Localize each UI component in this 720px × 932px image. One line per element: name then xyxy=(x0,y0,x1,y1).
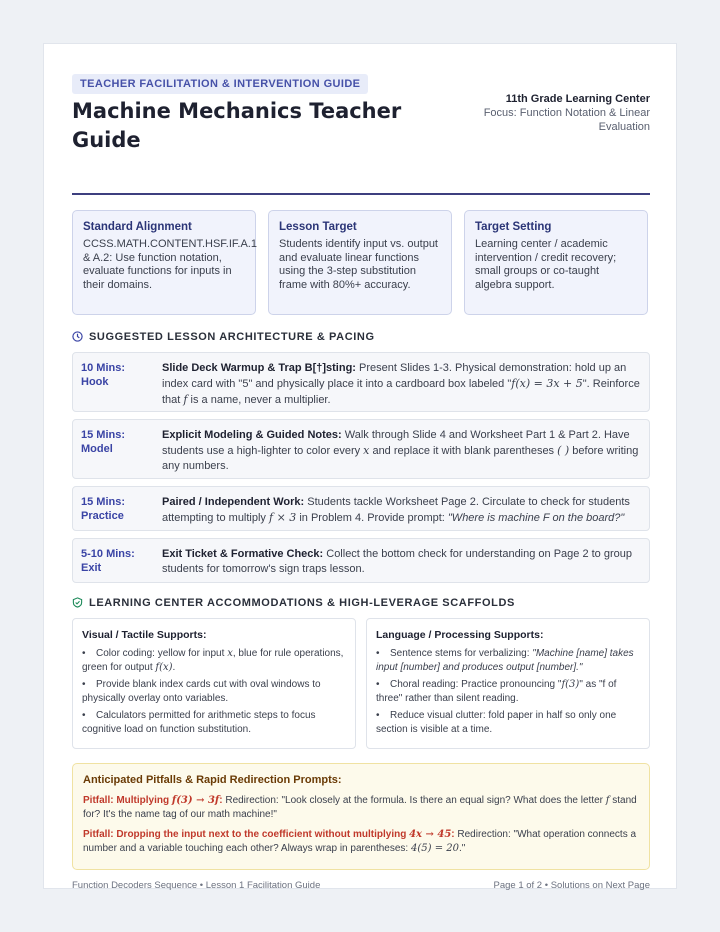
list-item: • Calculators permitted for arithmetic steps to focus cognitive load on function substitution. xyxy=(82,710,316,735)
pacing-description xyxy=(162,495,642,526)
math-expression: x xyxy=(363,444,370,457)
desc-text: in Problem 4. Provide prompt: xyxy=(296,512,448,524)
pacing-time: 10 Mins: Hook xyxy=(81,362,126,388)
prompt-quote: "Where is machine F on the board?" xyxy=(447,512,625,524)
item-text: Provide blank index cards cut with oval windows to physically overlay onto variables. xyxy=(82,679,321,704)
card-title: Standard Alignment xyxy=(83,221,192,233)
card-body: Students identify input vs. output and evaluate linear functions using the 3-step substitution frame with 80%+ accuracy. xyxy=(279,238,438,291)
pacing-row-exit xyxy=(72,538,650,583)
pitfall-colon: : xyxy=(219,795,223,806)
pacing-time: 15 Mins: Practice xyxy=(81,496,126,522)
pacing-time: 15 Mins: Model xyxy=(81,429,126,455)
desc-text: before writing any numbers. xyxy=(162,445,639,472)
visual-supports-box xyxy=(72,618,356,749)
page-footer xyxy=(72,880,650,891)
card-title: Lesson Target xyxy=(279,221,357,233)
list-item: • Provide blank index cards cut with oval windows to physically overlay onto variables. xyxy=(82,679,321,704)
item-text: , blue for rule operations, green for output xyxy=(82,648,344,673)
shield-check-icon xyxy=(72,597,83,608)
card-body: Learning center / academic intervention / credit recovery; small groups or co-taught algebra support. xyxy=(475,238,617,291)
list-item: • Color coding: yellow for input x, blue for rule operations, green for output f(x). xyxy=(82,648,344,673)
focus-text: Focus: Function Notation & Linear Evaluation xyxy=(483,107,650,133)
pitfall-label: Pitfall: Multiplying xyxy=(83,795,172,806)
pacing-title: Slide Deck Warmup & Trap B[†]sting: xyxy=(162,362,356,374)
pitfalls-title: Anticipated Pitfalls & Rapid Redirection Prompts: xyxy=(83,774,342,786)
math-expression: 4(5) = 20 xyxy=(410,843,459,854)
item-text: Calculators permitted for arithmetic steps to focus cognitive load on function substitution. xyxy=(82,710,316,735)
card-title: Target Setting xyxy=(475,221,552,233)
desc-text: Walk through Slide 4 and Worksheet Part 1 & Part 2. Have students use a high-lighter to color every xyxy=(162,429,630,457)
math-expression: 4x → 45 xyxy=(409,829,452,840)
math-expression: f(x) xyxy=(155,662,173,673)
desc-text: is a name, never a multiplier. xyxy=(187,394,331,406)
desc-text: ". Reinforce that xyxy=(162,378,640,406)
grade-level: 11th Grade Learning Center xyxy=(505,93,650,105)
header-rule xyxy=(72,193,650,195)
pacing-row-practice xyxy=(72,486,650,531)
redirection-text: ." xyxy=(458,843,466,854)
pacing-description xyxy=(162,361,642,408)
desc-text: Present Slides 1-3. Physical demonstration: hold up an index card with "5" and physically place it into a cardboard box labeled " xyxy=(162,362,627,390)
list-item: • Choral reading: Practice pronouncing "f(3)" as "f of three" rather than silent reading. xyxy=(376,679,617,704)
item-text: " as "f of three" rather than silent reading. xyxy=(376,679,617,704)
desc-text: and replace it with blank parentheses xyxy=(369,445,558,457)
pitfall-colon: : xyxy=(451,829,455,840)
math-expression: f xyxy=(605,795,610,806)
item-text: Reduce visual clutter: fold paper in half so only one section is visible at a time. xyxy=(376,710,617,735)
list-item: • Reduce visual clutter: fold paper in half so only one section is visible at a time. xyxy=(376,710,617,735)
pitfall-item xyxy=(83,794,639,822)
pacing-description xyxy=(162,547,642,577)
footer-left: Function Decoders Sequence • Lesson 1 Facilitation Guide xyxy=(72,880,321,891)
redirection-text: Redirection: "What operation connects a number and a variable touching each other? Always wrap in parentheses: xyxy=(83,829,637,854)
language-supports-box xyxy=(366,618,650,749)
card-body: CCSS.MATH.CONTENT.HSF.IF.A.1 & A.2: Use function notation, evaluate functions for inputs in their domains. xyxy=(83,238,257,291)
sentence-stem: "Machine [name] takes input [number] and produces output [number]." xyxy=(376,648,634,673)
math-expression: ( ) xyxy=(557,444,570,457)
overview-cards xyxy=(72,210,650,317)
header-meta xyxy=(440,92,650,134)
pitfall-item xyxy=(83,828,639,856)
accommodations-heading xyxy=(72,597,515,609)
page-title: Machine Mechanics Teacher Guide xyxy=(72,99,402,152)
pacing-title: Explicit Modeling & Guided Notes: xyxy=(162,429,342,441)
item-text: Sentence stems for verbalizing: xyxy=(390,648,533,659)
box-title: Visual / Tactile Supports: xyxy=(82,629,207,641)
card-standard-alignment xyxy=(72,210,256,315)
pacing-title: Paired / Independent Work: xyxy=(162,496,305,508)
architecture-heading xyxy=(72,331,375,343)
pitfalls-box xyxy=(72,763,650,870)
card-lesson-target xyxy=(268,210,452,315)
pacing-row-model xyxy=(72,419,650,479)
math-expression: x xyxy=(227,648,233,659)
guide-tag: TEACHER FACILITATION & INTERVENTION GUIDE xyxy=(72,74,368,94)
pacing-description xyxy=(162,428,642,474)
pacing-time: 5-10 Mins: Exit xyxy=(81,548,135,574)
card-target-setting xyxy=(464,210,648,315)
footer-right: Page 1 of 2 • Solutions on Next Page xyxy=(493,880,650,891)
math-expression: f(3) xyxy=(561,679,580,690)
math-expression: f xyxy=(183,393,188,406)
list-item: • Sentence stems for verbalizing: "Machine [name] takes input [number] and produces output [number]." xyxy=(376,648,634,673)
pacing-row-hook xyxy=(72,352,650,412)
math-expression: f × 3 xyxy=(269,511,297,524)
redirection-text: stand for? It's the name tag of our math machine!" xyxy=(83,795,637,820)
pacing-title: Exit Ticket & Formative Check: xyxy=(162,548,324,560)
section-title: LEARNING CENTER ACCOMMODATIONS & HIGH-LEVERAGE SCAFFOLDS xyxy=(89,597,515,609)
section-title: SUGGESTED LESSON ARCHITECTURE & PACING xyxy=(89,331,375,343)
desc-text: Students tackle Worksheet Page 2. Circulate to check for students attempting to multiply xyxy=(162,496,630,524)
box-title: Language / Processing Supports: xyxy=(376,629,544,641)
math-expression: f(x) = 3x + 5 xyxy=(511,377,583,390)
item-text: Color coding: yellow for input xyxy=(96,648,228,659)
pitfall-label: Pitfall: Dropping the input next to the coefficient without multiplying xyxy=(83,829,410,840)
item-text: . xyxy=(172,662,176,673)
clock-icon xyxy=(72,331,83,342)
item-text: Choral reading: Practice pronouncing " xyxy=(390,679,562,690)
math-expression: f(3) → 3f xyxy=(171,795,220,806)
guide-page xyxy=(43,43,677,889)
desc-text: Collect the bottom check for understanding on Page 2 to group students for tomorrow's sign traps lesson. xyxy=(162,548,632,575)
redirection-text: Redirection: "Look closely at the formula. Is there an equal sign? What does the letter xyxy=(222,795,606,806)
